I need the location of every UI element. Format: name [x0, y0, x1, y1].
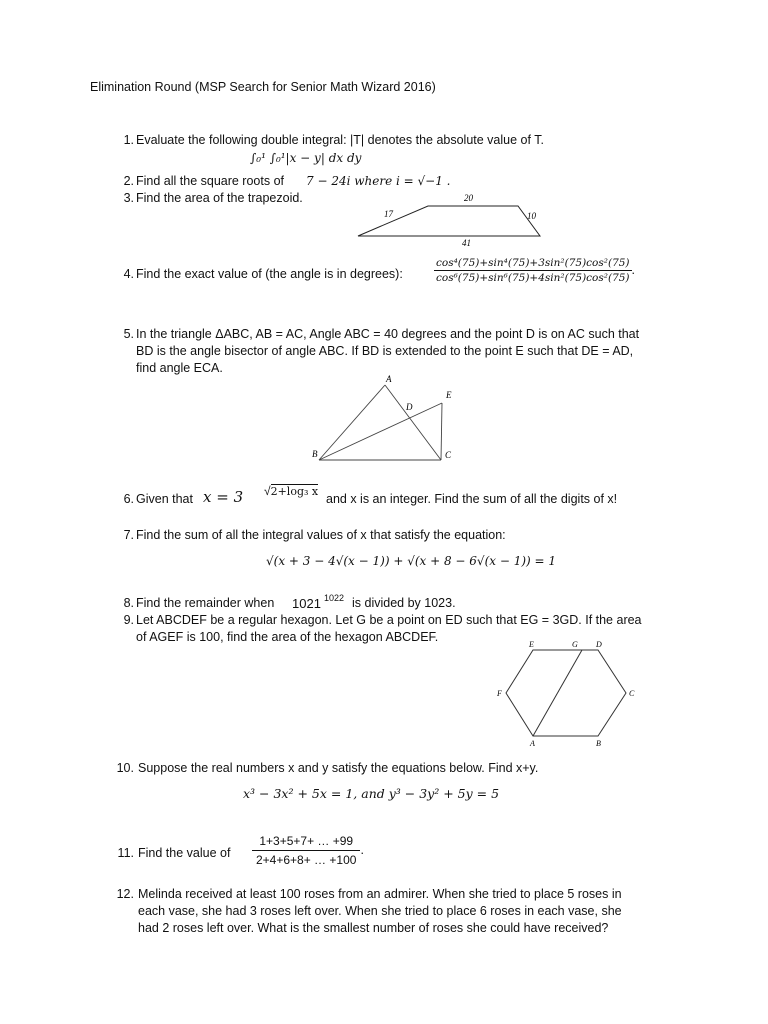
trapezoid-top-label: 20: [464, 193, 473, 203]
radical-equation: √(x + 3 − 4√(x − 1)) + √(x + 8 − 6√(x − 1)) = 1: [266, 554, 557, 568]
question-number: 12.: [116, 887, 134, 901]
trapezoid-left-label: 17: [384, 209, 393, 219]
vertex-b-label: B: [312, 449, 318, 459]
question-text: Find the value of: [138, 846, 231, 860]
question-number: 5.: [123, 327, 134, 341]
question-line: In the triangle ΔABC, AB = AC, Angle ABC = 40 degrees and the point D is on AC such that: [136, 327, 640, 341]
hexagon-figure: [490, 637, 650, 752]
question-number: 11.: [117, 846, 134, 860]
question-text: Find all the square roots of: [136, 174, 284, 188]
question-prefix: Given that: [136, 492, 193, 506]
double-integral: ∫₀¹ ∫₀¹|x − y| dx dy: [250, 151, 362, 165]
vertex-e-label: E: [529, 640, 534, 649]
vertex-d-label: D: [596, 640, 602, 649]
trig-fraction: $\frac{\text{cos⁴(75)+sin⁴(75)+3sin²(75)cos²(75)}}{\text{cos⁶(75)+sin⁶(75)+4sin²(75)cos²(75)}}$ .: [436, 257, 636, 284]
question-text: Evaluate the following double integral: |T| denotes the absolute value of T.: [136, 133, 544, 147]
question-suffix: is divided by 1023.: [352, 596, 456, 610]
question-suffix: and x is an integer. Find the sum of all the digits of x!: [326, 492, 618, 506]
sum-fraction: $\frac{1+3+5+7+ \dots +99}{2+4+6+8+ \dots +100}$ .: [252, 834, 364, 867]
question-number: 6.: [123, 492, 134, 506]
vertex-c-label: C: [629, 689, 635, 698]
triangle-figure: [305, 372, 475, 467]
question-text: Suppose the real numbers x and y satisfy the equations below. Find x+y.: [138, 761, 539, 775]
trapezoid-right-label: 10: [527, 211, 536, 221]
question-line: find angle ECA.: [136, 361, 223, 375]
question-line: BD is the angle bisector of angle ABC. If BD is extended to the point E such that DE = AD,: [136, 344, 634, 358]
trapezoid-figure: [350, 190, 550, 248]
point-e-label: E: [446, 390, 452, 400]
page-title: Elimination Round (MSP Search for Senior Math Wizard 2016): [90, 80, 436, 94]
question-line: each vase, she had 3 roses left over. When she tried to place 6 roses in each vase, she: [138, 904, 622, 918]
question-text: Find the exact value of (the angle is in degrees):: [136, 267, 403, 281]
fraction-denominator: cos⁶(75)+sin⁶(75)+4sin²(75)cos²(75): [436, 272, 630, 284]
power-expression: x = 3: [203, 488, 244, 506]
question-line: had 2 roses left over. What is the smallest number of roses she could have received?: [138, 921, 609, 935]
question-number: 7.: [123, 528, 134, 542]
question-line: Melinda received at least 100 roses from an admirer. When she tried to place 5 roses in: [138, 887, 622, 901]
radical-exponent: 2+log₃ x: [270, 485, 319, 498]
question-line: of AGEF is 100, find the area of the hexagon ABCDEF.: [136, 630, 439, 644]
trapezoid-bottom-label: 41: [462, 238, 471, 248]
question-prefix: Find the remainder when: [136, 596, 275, 610]
vertex-c-label: C: [445, 450, 452, 460]
question-number: 1.: [123, 133, 134, 147]
question-number: 9.: [123, 613, 134, 627]
power-exponent: 1022: [324, 593, 345, 603]
question-number: 3.: [123, 191, 134, 205]
vertex-a-label: A: [386, 374, 392, 384]
fraction-numerator: cos⁴(75)+sin⁴(75)+3sin²(75)cos²(75): [436, 257, 630, 269]
fraction-denominator: 2+4+6+8+ … +100: [256, 853, 357, 867]
point-d-label: D: [406, 402, 413, 412]
fraction-numerator: 1+3+5+7+ … +99: [252, 834, 360, 851]
power-base: 1021: [292, 596, 321, 611]
question-number: 2.: [123, 174, 134, 188]
question-text: Find the area of the trapezoid.: [136, 191, 303, 205]
cubic-equations: x³ − 3x² + 5x = 1, and y³ − 3y² + 5y = 5: [243, 786, 500, 801]
vertex-b-label: B: [596, 739, 601, 748]
point-g-label: G: [572, 640, 578, 649]
question-number: 8.: [123, 596, 134, 610]
vertex-f-label: F: [497, 689, 502, 698]
vertex-a-label: A: [530, 739, 535, 748]
question-line: Let ABCDEF be a regular hexagon. Let G be a point on ED such that EG = 3GD. If the area: [136, 613, 642, 627]
question-number: 10.: [116, 761, 134, 775]
question-number: 4.: [123, 267, 134, 281]
question-text: Find the sum of all the integral values of x that satisfy the equation:: [136, 528, 506, 542]
complex-expression: 7 − 24i where i = √−1 .: [306, 174, 451, 188]
